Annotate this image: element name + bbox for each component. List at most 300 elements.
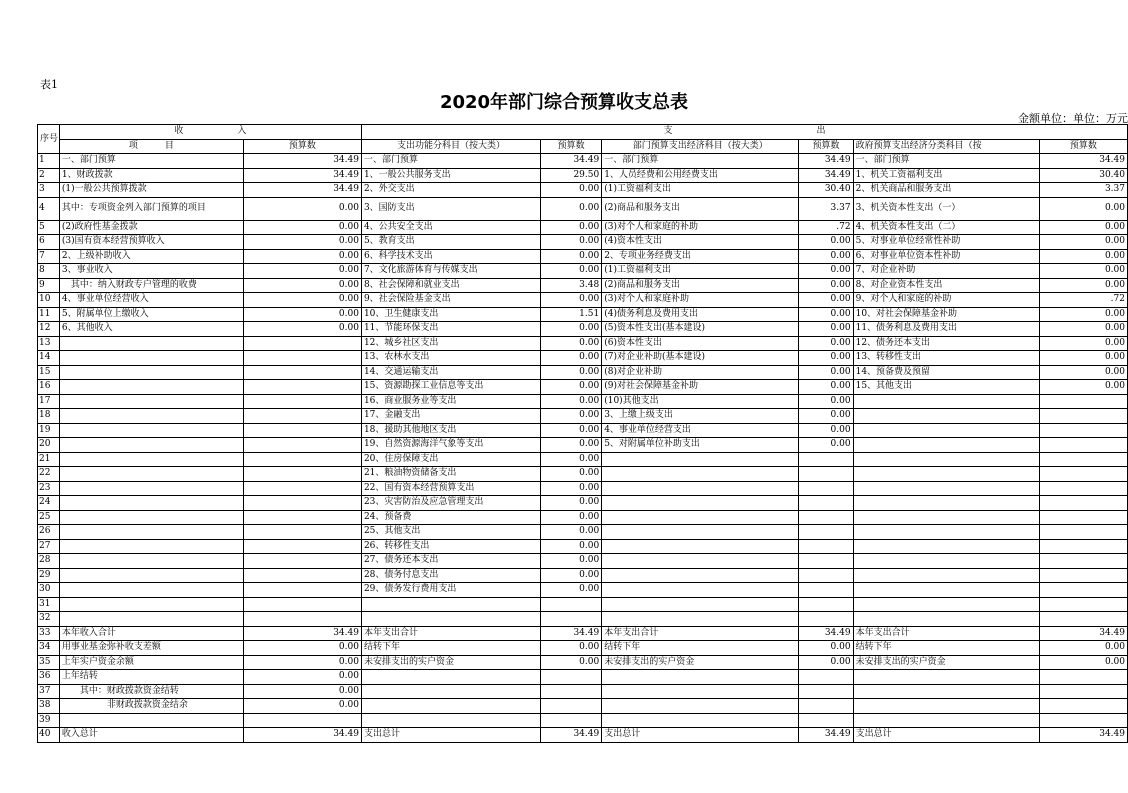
- income-budget-cell: [243, 351, 361, 366]
- func-budget-cell: 0.00: [541, 539, 602, 554]
- econ-class-cell: 本年支出合计: [602, 626, 799, 641]
- seq-cell: 32: [38, 612, 60, 627]
- func-class-cell: [361, 612, 540, 627]
- func-budget-cell: [541, 597, 602, 612]
- gov-class-cell: 5、对事业单位经常性补助: [853, 235, 1039, 250]
- econ-budget-cell: [799, 467, 853, 482]
- gov-class-cell: [853, 554, 1039, 569]
- seq-cell: 38: [38, 699, 60, 714]
- func-class-cell: 17、金融支出: [361, 409, 540, 424]
- gov-budget-cell: [1039, 699, 1127, 714]
- seq-cell: 6: [38, 235, 60, 250]
- income-item-cell: 上年实户资金余额: [59, 655, 243, 670]
- sheet-label: 表1: [40, 78, 58, 91]
- gov-class-cell: [853, 568, 1039, 583]
- table-row: [38, 278, 1128, 293]
- income-budget-cell: [243, 452, 361, 467]
- seq-cell: 11: [38, 307, 60, 322]
- table-row: [38, 728, 1128, 743]
- gov-class-cell: [853, 496, 1039, 511]
- gov-budget-cell: [1039, 670, 1127, 685]
- seq-cell: 13: [38, 336, 60, 351]
- table-row: [38, 322, 1128, 337]
- func-class-cell: 结转下年: [361, 641, 540, 656]
- seq-cell: 30: [38, 583, 60, 598]
- table-row: [38, 380, 1128, 395]
- func-budget-header: 预算数: [541, 139, 602, 154]
- econ-budget-cell: [799, 670, 853, 685]
- seq-cell: 27: [38, 539, 60, 554]
- func-budget-cell: 0.00: [541, 394, 602, 409]
- econ-budget-cell: [799, 699, 853, 714]
- func-budget-cell: 0.00: [541, 438, 602, 453]
- gov-class-cell: [853, 583, 1039, 598]
- table-row: [38, 554, 1128, 569]
- table-row: [38, 670, 1128, 685]
- func-budget-cell: 0.00: [541, 197, 602, 220]
- econ-budget-cell: 0.00: [799, 365, 853, 380]
- func-budget-cell: [541, 699, 602, 714]
- func-class-cell: [361, 684, 540, 699]
- econ-class-cell: [602, 670, 799, 685]
- table-row: [38, 539, 1128, 554]
- econ-class-cell: (2)商品和服务支出: [602, 197, 799, 220]
- income-item-cell: 其中：财政拨款资金结转: [59, 684, 243, 699]
- func-budget-cell: 0.00: [541, 380, 602, 395]
- gov-budget-cell: 34.49: [1039, 728, 1127, 743]
- income-item-cell: [59, 539, 243, 554]
- income-item-cell: 6、其他收入: [59, 322, 243, 337]
- gov-budget-cell: [1039, 438, 1127, 453]
- econ-budget-cell: [799, 568, 853, 583]
- gov-class-cell: 11、债务利息及费用支出: [853, 322, 1039, 337]
- income-budget-cell: 0.00: [243, 220, 361, 235]
- func-class-cell: 14、交通运输支出: [361, 365, 540, 380]
- econ-class-cell: (1)工资福利支出: [602, 264, 799, 279]
- income-item-cell: [59, 452, 243, 467]
- gov-class-cell: 6、对事业单位资本性补助: [853, 249, 1039, 264]
- econ-budget-cell: [799, 583, 853, 598]
- table-row: [38, 597, 1128, 612]
- gov-class-cell: [853, 670, 1039, 685]
- func-class-cell: 26、转移性支出: [361, 539, 540, 554]
- func-budget-cell: 3.48: [541, 278, 602, 293]
- income-item-cell: [59, 481, 243, 496]
- seq-cell: 29: [38, 568, 60, 583]
- gov-class-cell: [853, 684, 1039, 699]
- budget-table: [37, 124, 1128, 743]
- econ-class-cell: (6)资本性支出: [602, 336, 799, 351]
- table-row: [38, 438, 1128, 453]
- gov-class-cell: 12、债务还本支出: [853, 336, 1039, 351]
- gov-class-cell: 7、对企业补助: [853, 264, 1039, 279]
- gov-class-cell: 一、部门预算: [853, 154, 1039, 169]
- income-item-cell: [59, 467, 243, 482]
- seq-cell: 12: [38, 322, 60, 337]
- func-class-cell: 27、债务还本支出: [361, 554, 540, 569]
- gov-class-cell: 9、对个人和家庭的补助: [853, 293, 1039, 308]
- func-class-cell: [361, 670, 540, 685]
- econ-class-cell: [602, 554, 799, 569]
- gov-budget-cell: [1039, 612, 1127, 627]
- gov-class-cell: [853, 452, 1039, 467]
- econ-budget-cell: .72: [799, 220, 853, 235]
- income-budget-cell: 0.00: [243, 655, 361, 670]
- func-class-cell: 18、援助其他地区支出: [361, 423, 540, 438]
- seq-cell: 28: [38, 554, 60, 569]
- gov-class-cell: 结转下年: [853, 641, 1039, 656]
- func-budget-cell: 0.00: [541, 365, 602, 380]
- econ-budget-cell: 0.00: [799, 235, 853, 250]
- func-class-cell: 1、一般公共服务支出: [361, 168, 540, 183]
- econ-class-cell: 一、部门预算: [602, 154, 799, 169]
- income-budget-cell: 34.49: [243, 728, 361, 743]
- gov-budget-cell: 0.00: [1039, 641, 1127, 656]
- table-row: [38, 568, 1128, 583]
- func-budget-cell: 0.00: [541, 554, 602, 569]
- func-budget-cell: 0.00: [541, 351, 602, 366]
- econ-class-cell: (2)商品和服务支出: [602, 278, 799, 293]
- gov-budget-cell: [1039, 554, 1127, 569]
- gov-budget-cell: [1039, 597, 1127, 612]
- seq-cell: 10: [38, 293, 60, 308]
- income-item-cell: [59, 365, 243, 380]
- econ-budget-cell: 0.00: [799, 394, 853, 409]
- table-row: [38, 612, 1128, 627]
- econ-budget-cell: 0.00: [799, 438, 853, 453]
- func-class-cell: 3、国防支出: [361, 197, 540, 220]
- income-budget-cell: 0.00: [243, 235, 361, 250]
- gov-budget-cell: 0.00: [1039, 235, 1127, 250]
- econ-budget-cell: [799, 496, 853, 511]
- func-class-header: 支出功能分科目（按大类）: [361, 139, 540, 154]
- income-budget-header: 预算数: [243, 139, 361, 154]
- income-item-cell: 2、上级补助收入: [59, 249, 243, 264]
- econ-class-cell: 5、对附属单位补助支出: [602, 438, 799, 453]
- econ-class-cell: [602, 612, 799, 627]
- econ-class-cell: [602, 452, 799, 467]
- income-item-cell: 收入总计: [59, 728, 243, 743]
- income-budget-cell: [243, 583, 361, 598]
- econ-class-cell: [602, 539, 799, 554]
- econ-class-cell: [602, 510, 799, 525]
- income-item-cell: 其中：纳入财政专户管理的收费: [59, 278, 243, 293]
- income-item-cell: [59, 423, 243, 438]
- income-budget-cell: [243, 365, 361, 380]
- income-budget-cell: 34.49: [243, 183, 361, 198]
- income-budget-cell: [243, 409, 361, 424]
- income-budget-cell: [243, 539, 361, 554]
- gov-budget-cell: [1039, 467, 1127, 482]
- table-row: [38, 713, 1128, 728]
- income-item-cell: 非财政拨款资金结余: [59, 699, 243, 714]
- func-class-cell: 25、其他支出: [361, 525, 540, 540]
- gov-budget-cell: [1039, 394, 1127, 409]
- func-budget-cell: 0.00: [541, 467, 602, 482]
- econ-budget-cell: 0.00: [799, 249, 853, 264]
- income-budget-cell: 0.00: [243, 197, 361, 220]
- table-row: [38, 307, 1128, 322]
- table-row: [38, 197, 1128, 220]
- func-budget-cell: 0.00: [541, 336, 602, 351]
- gov-class-cell: 1、机关工资福利支出: [853, 168, 1039, 183]
- table-row: [38, 655, 1128, 670]
- gov-budget-cell: 3.37: [1039, 183, 1127, 198]
- econ-class-cell: 结转下年: [602, 641, 799, 656]
- econ-budget-cell: [799, 684, 853, 699]
- econ-budget-cell: 0.00: [799, 307, 853, 322]
- gov-class-cell: [853, 438, 1039, 453]
- gov-budget-cell: 0.00: [1039, 249, 1127, 264]
- seq-cell: 39: [38, 713, 60, 728]
- table-row: [38, 235, 1128, 250]
- func-class-cell: 12、城乡社区支出: [361, 336, 540, 351]
- seq-cell: 8: [38, 264, 60, 279]
- seq-cell: 14: [38, 351, 60, 366]
- income-budget-cell: [243, 336, 361, 351]
- econ-class-cell: (4)资本性支出: [602, 235, 799, 250]
- gov-budget-cell: 0.00: [1039, 322, 1127, 337]
- gov-class-cell: [853, 510, 1039, 525]
- table-row: [38, 183, 1128, 198]
- func-class-cell: 16、商业服务业等支出: [361, 394, 540, 409]
- income-budget-cell: [243, 438, 361, 453]
- econ-class-cell: 未安排支出的实户资金: [602, 655, 799, 670]
- func-budget-cell: 0.00: [541, 510, 602, 525]
- func-budget-cell: 34.49: [541, 728, 602, 743]
- income-item-cell: [59, 554, 243, 569]
- income-budget-cell: [243, 554, 361, 569]
- func-class-cell: 19、自然资源海洋气象等支出: [361, 438, 540, 453]
- func-class-cell: [361, 713, 540, 728]
- income-item-cell: [59, 336, 243, 351]
- econ-class-cell: [602, 597, 799, 612]
- func-budget-cell: 0.00: [541, 496, 602, 511]
- income-item-cell: [59, 525, 243, 540]
- econ-class-cell: (1)工资福利支出: [602, 183, 799, 198]
- econ-class-cell: 1、人员经费和公用经费支出: [602, 168, 799, 183]
- func-class-cell: 7、文化旅游体育与传媒支出: [361, 264, 540, 279]
- table-row: [38, 264, 1128, 279]
- gov-budget-cell: 0.00: [1039, 264, 1127, 279]
- func-budget-cell: 0.00: [541, 452, 602, 467]
- gov-class-cell: 本年支出合计: [853, 626, 1039, 641]
- gov-class-cell: [853, 409, 1039, 424]
- func-class-cell: 2、外交支出: [361, 183, 540, 198]
- income-budget-cell: 0.00: [243, 264, 361, 279]
- header-row-2: [38, 139, 1128, 154]
- gov-budget-cell: 0.00: [1039, 351, 1127, 366]
- gov-class-cell: 15、其他支出: [853, 380, 1039, 395]
- seq-cell: 5: [38, 220, 60, 235]
- income-item-cell: (2)政府性基金拨款: [59, 220, 243, 235]
- econ-class-cell: (3)对个人和家庭补助: [602, 293, 799, 308]
- econ-budget-cell: [799, 525, 853, 540]
- econ-class-cell: 支出总计: [602, 728, 799, 743]
- econ-class-cell: (7)对企业补助(基本建设): [602, 351, 799, 366]
- econ-budget-cell: 0.00: [799, 423, 853, 438]
- seq-cell: 20: [38, 438, 60, 453]
- seq-cell: 26: [38, 525, 60, 540]
- income-budget-cell: 0.00: [243, 278, 361, 293]
- econ-class-cell: [602, 568, 799, 583]
- gov-budget-cell: 0.00: [1039, 365, 1127, 380]
- func-class-cell: 9、社会保险基金支出: [361, 293, 540, 308]
- income-header: 收 入: [59, 125, 361, 140]
- econ-budget-cell: 0.00: [799, 641, 853, 656]
- seq-cell: 19: [38, 423, 60, 438]
- table-row: [38, 394, 1128, 409]
- table-row: [38, 467, 1128, 482]
- gov-budget-cell: 34.49: [1039, 626, 1127, 641]
- func-class-cell: 13、农林水支出: [361, 351, 540, 366]
- table-row: [38, 481, 1128, 496]
- income-item-cell: [59, 713, 243, 728]
- econ-budget-cell: 0.00: [799, 322, 853, 337]
- func-class-cell: [361, 597, 540, 612]
- income-budget-cell: 0.00: [243, 699, 361, 714]
- income-budget-cell: [243, 568, 361, 583]
- econ-class-cell: [602, 496, 799, 511]
- func-class-cell: 4、公共安全支出: [361, 220, 540, 235]
- func-class-cell: 10、卫生健康支出: [361, 307, 540, 322]
- table-row: [38, 409, 1128, 424]
- income-budget-cell: [243, 481, 361, 496]
- econ-class-cell: (8)对企业补助: [602, 365, 799, 380]
- seq-cell: 9: [38, 278, 60, 293]
- func-class-cell: 29、债务发行费用支出: [361, 583, 540, 598]
- income-budget-cell: [243, 394, 361, 409]
- income-budget-cell: 34.49: [243, 626, 361, 641]
- gov-class-cell: [853, 612, 1039, 627]
- econ-budget-cell: 34.49: [799, 728, 853, 743]
- func-budget-cell: 29.50: [541, 168, 602, 183]
- econ-budget-cell: [799, 481, 853, 496]
- econ-class-cell: 3、上缴上级支出: [602, 409, 799, 424]
- gov-budget-header: 预算数: [1039, 139, 1127, 154]
- func-class-cell: 22、国有资本经营预算支出: [361, 481, 540, 496]
- income-item-cell: [59, 394, 243, 409]
- func-budget-cell: 34.49: [541, 626, 602, 641]
- func-class-cell: 28、债务付息支出: [361, 568, 540, 583]
- func-budget-cell: [541, 684, 602, 699]
- func-budget-cell: 0.00: [541, 568, 602, 583]
- income-item-cell: (1)一般公共预算拨款: [59, 183, 243, 198]
- table-row: [38, 452, 1128, 467]
- gov-budget-cell: .72: [1039, 293, 1127, 308]
- gov-budget-cell: [1039, 481, 1127, 496]
- income-item-cell: 4、事业单位经营收入: [59, 293, 243, 308]
- gov-budget-cell: 0.00: [1039, 655, 1127, 670]
- income-budget-cell: 0.00: [243, 684, 361, 699]
- income-item-cell: (3)国有资本经营预算收入: [59, 235, 243, 250]
- table-row: [38, 351, 1128, 366]
- gov-budget-cell: 0.00: [1039, 307, 1127, 322]
- func-class-cell: 23、灾害防治及应急管理支出: [361, 496, 540, 511]
- gov-budget-cell: [1039, 684, 1127, 699]
- econ-budget-cell: 0.00: [799, 293, 853, 308]
- func-budget-cell: [541, 612, 602, 627]
- gov-budget-cell: 0.00: [1039, 278, 1127, 293]
- income-item-cell: 一、部门预算: [59, 154, 243, 169]
- table-row: [38, 684, 1128, 699]
- table-row: [38, 220, 1128, 235]
- seq-cell: 36: [38, 670, 60, 685]
- econ-class-cell: (9)对社会保障基金补助: [602, 380, 799, 395]
- econ-class-cell: [602, 583, 799, 598]
- seq-cell: 33: [38, 626, 60, 641]
- income-item-header: 项 目: [59, 139, 243, 154]
- gov-budget-cell: 0.00: [1039, 336, 1127, 351]
- income-item-cell: 用事业基金弥补收支差额: [59, 641, 243, 656]
- econ-class-header: 部门预算支出经济科目（按大类）: [602, 139, 799, 154]
- income-budget-cell: 0.00: [243, 670, 361, 685]
- table-row: [38, 510, 1128, 525]
- table-row: [38, 699, 1128, 714]
- func-class-cell: 20、住房保障支出: [361, 452, 540, 467]
- func-budget-cell: 0.00: [541, 220, 602, 235]
- func-class-cell: 8、社会保障和就业支出: [361, 278, 540, 293]
- income-budget-cell: [243, 612, 361, 627]
- income-item-cell: 3、事业收入: [59, 264, 243, 279]
- func-budget-cell: 0.00: [541, 249, 602, 264]
- func-budget-cell: 0.00: [541, 322, 602, 337]
- econ-budget-cell: [799, 510, 853, 525]
- econ-class-cell: [602, 713, 799, 728]
- gov-class-cell: 3、机关资本性支出（一）: [853, 197, 1039, 220]
- func-class-cell: 6、科学技术支出: [361, 249, 540, 264]
- func-class-cell: 15、资源勘探工业信息等支出: [361, 380, 540, 395]
- gov-budget-cell: [1039, 713, 1127, 728]
- income-item-cell: [59, 568, 243, 583]
- func-budget-cell: 0.00: [541, 641, 602, 656]
- seq-cell: 24: [38, 496, 60, 511]
- econ-budget-cell: [799, 612, 853, 627]
- gov-class-cell: 10、对社会保障基金补助: [853, 307, 1039, 322]
- seq-cell: 16: [38, 380, 60, 395]
- gov-class-cell: 8、对企业资本性支出: [853, 278, 1039, 293]
- func-budget-cell: 0.00: [541, 481, 602, 496]
- econ-budget-cell: 3.37: [799, 197, 853, 220]
- econ-class-cell: [602, 525, 799, 540]
- econ-class-cell: (10)其他支出: [602, 394, 799, 409]
- seq-cell: 7: [38, 249, 60, 264]
- table-row: [38, 626, 1128, 641]
- econ-budget-cell: 34.49: [799, 168, 853, 183]
- econ-budget-cell: 0.00: [799, 655, 853, 670]
- econ-class-cell: 4、事业单位经营支出: [602, 423, 799, 438]
- income-item-cell: 本年收入合计: [59, 626, 243, 641]
- func-class-cell: 支出总计: [361, 728, 540, 743]
- func-budget-cell: 0.00: [541, 583, 602, 598]
- income-item-cell: [59, 583, 243, 598]
- func-class-cell: 本年支出合计: [361, 626, 540, 641]
- seq-cell: 3: [38, 183, 60, 198]
- econ-class-cell: [602, 684, 799, 699]
- gov-budget-cell: [1039, 510, 1127, 525]
- gov-class-cell: [853, 423, 1039, 438]
- gov-class-header: 政府预算支出经济分类科目（按: [853, 139, 1039, 154]
- seq-cell: 22: [38, 467, 60, 482]
- econ-class-cell: (3)对个人和家庭的补助: [602, 220, 799, 235]
- econ-budget-cell: [799, 539, 853, 554]
- income-budget-cell: [243, 713, 361, 728]
- gov-budget-cell: [1039, 409, 1127, 424]
- gov-class-cell: 未安排支出的实户资金: [853, 655, 1039, 670]
- gov-class-cell: [853, 481, 1039, 496]
- table-row: [38, 641, 1128, 656]
- seq-cell: 18: [38, 409, 60, 424]
